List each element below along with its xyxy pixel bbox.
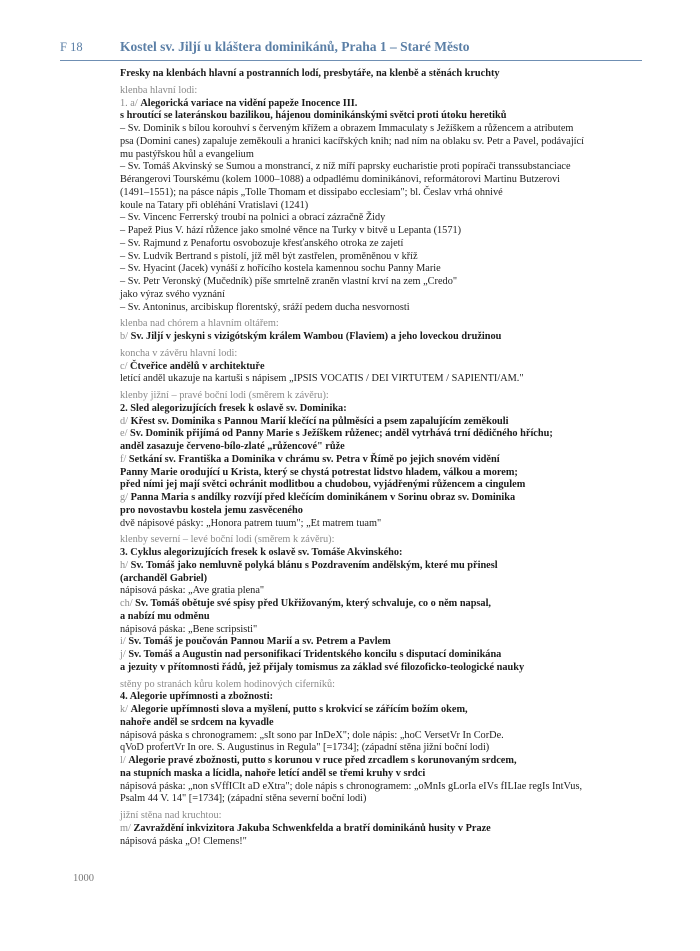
text-line xyxy=(120,331,660,344)
text-line xyxy=(120,123,660,136)
line-text: anděl zasazuje červeno-bílo-zlaté „růžencové" růže xyxy=(120,441,345,452)
line-text: jižní stěna nad kruchtou: xyxy=(120,810,222,821)
line-text: – Papež Pius V. hází růžence jako smolné věnce na Turky v bitvě u Lepanta (1571) xyxy=(120,225,462,236)
line-text: s hroutící se lateránskou bazilikou, hájenou dominikánskými světci proti útoku heretiků xyxy=(120,110,507,122)
line-text: před ními jej mají světci ochránit modlitbou a chudobou, vyjádřenými růžencem a cingulem xyxy=(120,479,526,491)
page-title: Kostel sv. Jiljí u kláštera dominikánů, Praha 1 – Staré Město xyxy=(120,39,470,54)
line-text: – Sv. Hyacint (Jacek) vynáší z hořícího kostela kamennou sochu Panny Marie xyxy=(120,263,441,275)
line-text: klenba hlavní lodi: xyxy=(120,84,198,96)
text-line xyxy=(120,428,660,441)
text-line xyxy=(120,598,660,611)
line-text: Alegorie pravé zbožnosti, putto s korunou v ruce před zrcadlem s korunovaným srdcem, xyxy=(128,755,517,766)
line-text: a jezuity v přítomnosti řádů, jež přijaly tomismus za základ své filozoficko-teologické nauky xyxy=(120,661,525,673)
line-text: klenba nad chórem a hlavním oltářem: xyxy=(120,318,279,330)
text-line xyxy=(120,161,660,174)
text-line xyxy=(120,505,660,518)
subtitle: Fresky na klenbách hlavní a postranních lodí, presbytáře, na klenbě a stěnách kruchty xyxy=(120,68,500,79)
text-line xyxy=(120,662,660,675)
line-text: koncha v závěru hlavní lodi: xyxy=(120,347,238,359)
text-line xyxy=(120,174,660,187)
text-line xyxy=(120,373,660,386)
line-text: Psalm 44 V. 14" [=1734]; (západní stěna severní boční lodi) xyxy=(120,793,367,805)
section-label xyxy=(120,679,660,692)
text-line xyxy=(120,479,660,492)
line-text: Panny Marie orodující u Krista, který se chystá potrestat lidstvo hladem, válkou a morem; xyxy=(120,466,518,478)
item-letter: b/ xyxy=(120,331,129,342)
header-rule xyxy=(60,60,642,61)
text-line xyxy=(120,636,660,649)
text-line xyxy=(120,573,660,586)
line-text: Sv. Tomáš a Augustin nad personifikací Tridentského koncilu s disputací dominikána xyxy=(128,649,502,660)
line-text: – Sv. Petr Veronský (Mučedník) píše smrtelně zraněn vlastní krví na zem „Credo" xyxy=(120,276,458,287)
text-line xyxy=(120,691,660,704)
line-text: koule na Tatary při obléhání Vratislavi (1241) xyxy=(120,199,309,211)
text-line xyxy=(120,403,660,416)
item-letter: e/ xyxy=(120,428,128,440)
text-line xyxy=(120,200,660,213)
line-text: Alegorická variace na vidění papeže Inocence III. xyxy=(140,97,358,109)
line-text: Sv. Tomáš obětuje své spisy před Ukřižovaným, který schvaluje, co o něm napsal, xyxy=(135,598,492,609)
line-text: – Sv. Dominik s bílou korouhví s červeným křížem a obrazem Immaculaty s Ježíškem a růžencem a atributem xyxy=(120,123,574,134)
page-number: 1000 xyxy=(73,873,94,884)
item-letter: i/ xyxy=(120,636,126,648)
line-text: Bérangerovi Tourskému (kolem 1000–1088) a odpadlému dominikánovi, reformátorovi Martinu Butzerovi xyxy=(120,174,561,185)
text-line xyxy=(120,441,660,454)
section-label xyxy=(120,85,660,98)
text-line xyxy=(120,730,660,743)
text-line xyxy=(120,793,660,806)
section-label xyxy=(120,318,660,331)
text-line xyxy=(120,212,660,225)
text-line xyxy=(120,742,660,755)
text-line xyxy=(120,110,660,123)
line-text: mu pastýřskou hůl a evangelium xyxy=(120,148,254,160)
line-text: Sv. Jiljí v jeskyni s vizigótským králem Wambou (Flaviem) a jeho loveckou družinou xyxy=(130,331,502,342)
line-text: Čtveřice andělů v architektuře xyxy=(130,360,265,372)
line-text: Sv. Dominik přijímá od Panny Marie s Ježíškem růženec; anděl vytrhává trní dědičného hříchu; xyxy=(130,428,553,440)
item-letter: j/ xyxy=(120,649,126,660)
text-line xyxy=(120,289,660,302)
line-text: – Sv. Ludvík Bertrand s pistolí, jíž měl být zastřelen, proměněnou v kříž xyxy=(120,250,418,262)
line-text: – Sv. Antoninus, arcibiskup florentský, sráží pedem ducha nesvornosti xyxy=(120,301,410,313)
line-text: pro novostavbu kostela jemu zasvěceného xyxy=(120,504,303,516)
item-letter: h/ xyxy=(120,559,129,571)
line-text: letící anděl ukazuje na kartuši s nápisem „IPSIS VOCATIS / DEI VIRTUTEM / SAPIENTI/AM." xyxy=(120,373,524,385)
text-line xyxy=(120,149,660,162)
line-text: nápisová páska: „non sVffICIt aD eXtra"; dole nápis s chronogramem: „oMnIs gLorIa eIVs fILIae regIs IntVus, xyxy=(120,780,583,792)
text-line xyxy=(120,768,660,781)
line-text: Setkání sv. Františka a Dominika v chrámu sv. Petra v Římě po jejich snovém vidění xyxy=(128,453,500,465)
text-line xyxy=(120,704,660,717)
text-line xyxy=(120,611,660,624)
section-label xyxy=(120,534,660,547)
section-label xyxy=(120,348,660,361)
line-text: Alegorie upřímnosti slova a myšlení, putto s krokvicí se zářícím božím okem, xyxy=(130,704,468,715)
text-line xyxy=(120,624,660,637)
line-text: nápisová páska s chronogramem: „sIt sono par InDeX"; dole nápis: „hoC VersetVr In CorDe. xyxy=(120,729,504,741)
catalog-code: F 18 xyxy=(60,40,83,54)
text-line xyxy=(120,98,660,111)
line-text: (1491–1551); na pásce nápis „Tolle Thomam et dissipabo ecclesiam"; bl. Česlav vrhá ohnivé xyxy=(120,186,503,198)
text-line xyxy=(120,560,660,573)
text-line xyxy=(120,263,660,276)
text-line xyxy=(120,836,660,849)
line-text: Zavraždění inkvizitora Jakuba Schwenkfelda a bratří dominikánů husity v Praze xyxy=(133,822,491,834)
text-line xyxy=(120,823,660,836)
item-letter: l/ xyxy=(120,755,126,766)
line-text: qVoD profertVr In ore. S. Augustinus in Regula" [=1734]; (západní stěna jižní boční lodi) xyxy=(120,742,490,754)
section-label xyxy=(120,810,660,823)
line-text: Sv. Tomáš je poučován Pannou Marií a sv. Petrem a Pavlem xyxy=(128,636,391,648)
text-line xyxy=(120,649,660,662)
text-body xyxy=(120,68,660,848)
line-text: Sv. Tomáš jako nemluvně polyká blánu s Pozdravením andělským, které mu přinesl xyxy=(130,559,498,571)
text-line xyxy=(120,717,660,730)
text-line xyxy=(120,136,660,149)
line-text: psa (Domini canes) zapaluje zeměkouli a hranici kacířských knih; nad ním na oblaku sv. Petr a Pavel, podávající xyxy=(120,135,584,147)
line-text: – Sv. Vincenc Ferrerský troubí na polnici a obrací zázračně Židy xyxy=(120,212,386,224)
line-text: Křest sv. Dominika s Pannou Marií klečící na půlměsíci a psem zapalujícím zeměkouli xyxy=(130,415,509,427)
text-line xyxy=(120,585,660,598)
text-line xyxy=(120,361,660,374)
line-text: jako výraz svého vyznání xyxy=(120,288,225,300)
item-letter: f/ xyxy=(120,453,127,465)
line-text: – Sv. Rajmund z Penafortu osvobozuje křesťanského otroka ze zajetí xyxy=(120,237,404,249)
text-line xyxy=(120,251,660,264)
text-line xyxy=(120,276,660,289)
line-text: stěny po stranách kůru kolem hodinových ciferníků: xyxy=(120,678,336,690)
line-text: nápisová páska: „Ave gratia plena" xyxy=(120,585,265,597)
line-text: klenby severní – levé boční lodi (směrem k závěru): xyxy=(120,534,335,546)
line-text: nápisová páska: „Bene scripsisti" xyxy=(120,623,258,635)
line-text: 2. Sled alegorizujících fresek k oslavě sv. Dominika: xyxy=(120,402,347,414)
line-text: nápisová páska „O! Clemens!" xyxy=(120,835,247,847)
item-letter: d/ xyxy=(120,415,129,427)
section-label xyxy=(120,390,660,403)
line-text: na stupních maska a lícidla, nahoře letící anděl se třemi kruhy v srdci xyxy=(120,767,426,779)
text-line xyxy=(120,454,660,467)
text-line xyxy=(120,187,660,200)
text-line xyxy=(120,492,660,505)
line-text: Panna Maria s andílky rozvíjí před klečícím dominikánem v Sorinu obraz sv. Dominika xyxy=(130,492,516,503)
item-letter: 1. a/ xyxy=(120,97,138,109)
item-letter: k/ xyxy=(120,704,129,715)
line-text: klenby jižní – pravé boční lodi (směrem k závěru): xyxy=(120,390,329,401)
line-text: 4. Alegorie upřímnosti a zbožnosti: xyxy=(120,691,274,703)
text-line xyxy=(120,467,660,480)
item-letter: g/ xyxy=(120,492,129,503)
text-line xyxy=(120,416,660,429)
line-text: 3. Cyklus alegorizujících fresek k oslavě sv. Tomáše Akvinského: xyxy=(120,547,403,558)
text-line xyxy=(120,225,660,238)
text-line xyxy=(120,238,660,251)
line-text: nahoře anděl se srdcem na kyvadle xyxy=(120,716,274,728)
text-line xyxy=(120,547,660,560)
item-letter: ch/ xyxy=(120,598,133,609)
item-letter: m/ xyxy=(120,822,131,834)
text-line xyxy=(120,781,660,794)
text-line xyxy=(120,302,660,315)
text-line xyxy=(120,518,660,531)
line-text: dvě nápisové pásky: „Honora patrem tuum"; „Et matrem tuam" xyxy=(120,517,382,529)
text-line xyxy=(120,755,660,768)
item-letter: c/ xyxy=(120,360,128,372)
line-text: (archanděl Gabriel) xyxy=(120,572,208,584)
line-text: – Sv. Tomáš Akvinský se Sumou a monstrancí, z níž míří paprsky eucharistie proti popírači transsubstanciace xyxy=(120,161,571,173)
line-text: a nabízí mu odměnu xyxy=(120,610,210,622)
